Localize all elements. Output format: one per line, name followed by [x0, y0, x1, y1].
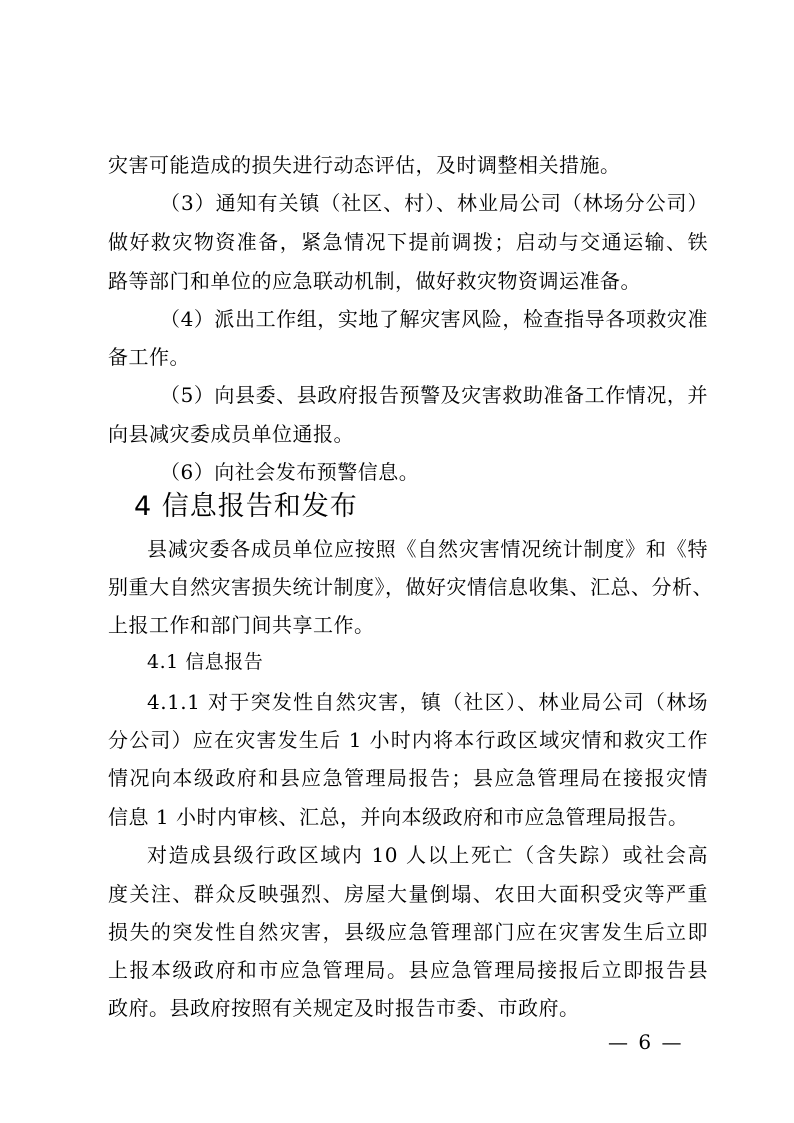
subsection-paragraph-line: 对造成县级行政区域内 10 人以上死亡（含失踪）或社会高: [147, 843, 708, 867]
subsection-paragraph-line: 上报本级政府和市应急管理局。县应急管理局接报后立即报告县: [108, 958, 708, 982]
paragraph-line: 做好救灾物资准备，紧急情况下提前调拨；启动与交通运输、铁: [108, 230, 708, 254]
subsection-paragraph-line: 度关注、群众反映强烈、房屋大量倒塌、农田大面积受灾等严重: [108, 882, 708, 906]
paragraph-line: 向县减灾委成员单位通报。: [108, 422, 354, 446]
subsection-paragraph-line: 政府。县政府按照有关规定及时报告市委、市政府。: [108, 996, 580, 1020]
paragraph-line: （5）向县委、县政府报告预警及灾害救助准备工作情况，并: [160, 383, 708, 407]
paragraph-line: 路等部门和单位的应急联动机制，做好救灾物资调运准备。: [108, 269, 641, 293]
section-paragraph-line: 别重大自然灾害损失统计制度》，做好灾情信息收集、汇总、分析、: [108, 575, 713, 599]
section-heading: 4 信息报告和发布: [134, 491, 358, 522]
paragraph-line: （4）派出工作组，实地了解灾害风险，检查指导各项救灾准: [160, 307, 708, 331]
section-paragraph-line: 县减灾委各成员单位应按照《自然灾害情况统计制度》和《特: [147, 537, 708, 561]
subsection-paragraph-line: 4.1.1 对于突发性自然灾害，镇（社区）、林业局公司（林场: [147, 690, 708, 714]
paragraph-line: （3）通知有关镇（社区、村）、林业局公司（林场分公司）: [160, 191, 708, 215]
subsection-paragraph-line: 情况向本级政府和县应急管理局报告；县应急管理局在接报灾情: [108, 766, 708, 790]
page-number: — 6 —: [608, 1030, 684, 1054]
subsection-paragraph-line: 分公司）应在灾害发生后 1 小时内将本行政区域灾情和救灾工作: [108, 728, 708, 752]
subsection-paragraph-line: 信息 1 小时内审核、汇总，并向本级政府和市应急管理局报告。: [108, 805, 689, 829]
section-paragraph-line: 上报工作和部门间共享工作。: [108, 613, 375, 637]
paragraph-line: （6）向社会发布预警信息。: [160, 460, 420, 484]
subsection-paragraph-line: 损失的突发性自然灾害，县级应急管理部门应在灾害发生后立即: [108, 920, 708, 944]
paragraph-line: 灾害可能造成的损失进行动态评估，及时调整相关措施。: [108, 153, 621, 177]
paragraph-line: 备工作。: [108, 345, 190, 369]
subsection-heading: 4.1 信息报告: [147, 651, 264, 673]
